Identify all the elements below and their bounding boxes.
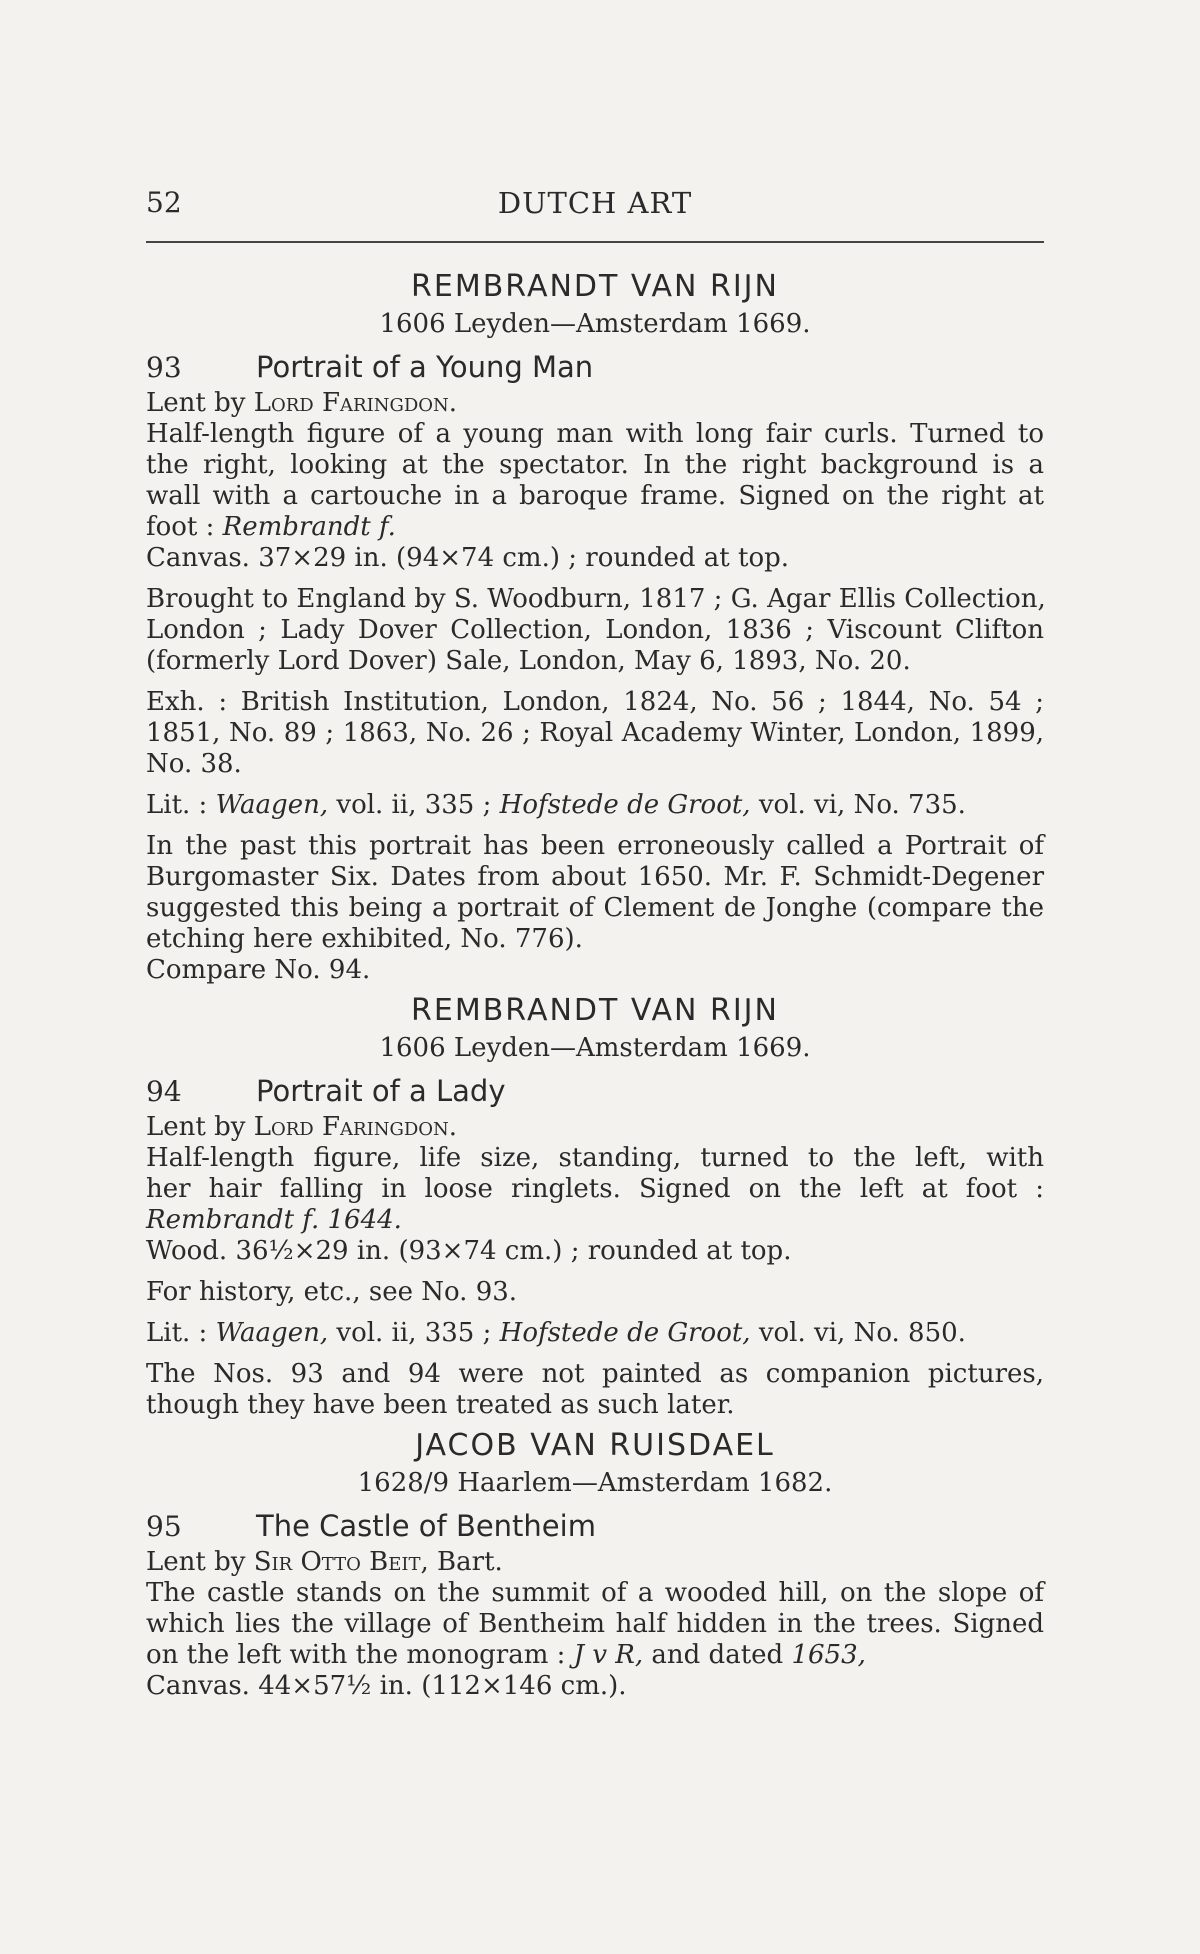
medium-dimensions: Canvas. 44×57½ in. (112×146 cm.). [146, 1671, 627, 1701]
exhibition-line: No. 38. [146, 749, 242, 779]
note-line: Burgomaster Six. Dates from about 1650. Mr. F. Schmidt-Degener [146, 862, 1044, 892]
lender-name: Lord Faringdon [253, 1112, 449, 1142]
literature-line: Lit. : Waagen, vol. ii, 335 ; Hofstede de Groot, vol. vi, No. 735. [146, 790, 966, 820]
entry-title-row [146, 347, 1044, 388]
lender-line: Lent by Lord Faringdon. [146, 388, 458, 418]
work-title: The Castle of Bentheim [256, 1509, 596, 1543]
description-line: Half-length figure, life size, standing, turned to the left, with [146, 1143, 1044, 1173]
header-rule [146, 241, 1044, 243]
note-line: The Nos. 93 and 94 were not painted as companion pictures, [146, 1359, 1044, 1389]
catalogue-entry [146, 1425, 1044, 1702]
page-header [146, 186, 1044, 226]
description-line: Half-length figure of a young man with long fair curls. Turned to [146, 419, 1044, 449]
exhibition-line: 1851, No. 89 ; 1863, No. 26 ; Royal Academy Winter, London, 1899, [146, 718, 1044, 748]
compare-line: Compare No. 94. [146, 955, 371, 985]
work-title: Portrait of a Young Man [256, 350, 594, 384]
running-title: DUTCH ART [497, 186, 693, 220]
artist-name: REMBRANDT VAN RIJN [411, 269, 779, 304]
signature-line: foot : Rembrandt f. [146, 512, 396, 542]
description-line: which lies the village of Bentheim half hidden in the trees. Signed [146, 1609, 1044, 1639]
catalogue-entry [146, 990, 1044, 1421]
signature-line: on the left with the monogram : J v R, and dated 1653, [146, 1640, 866, 1670]
artist-name: JACOB VAN RUISDAEL [415, 1428, 775, 1463]
lender-name: Sir Otto Beit [253, 1547, 421, 1577]
description-line: wall with a cartouche in a baroque frame. Signed on the right at [146, 481, 1044, 511]
history-line: (formerly Lord Dover) Sale, London, May 6, 1893, No. 20. [146, 646, 911, 676]
artist-name: REMBRANDT VAN RIJN [411, 993, 779, 1028]
lender-line: Lent by Sir Otto Beit, Bart. [146, 1547, 503, 1577]
history-line: London ; Lady Dover Collection, London, 1836 ; Viscount Clifton [146, 615, 1044, 645]
medium-dimensions: Canvas. 37×29 in. (94×74 cm.) ; rounded at top. [146, 543, 790, 573]
lender-name: Lord Faringdon [253, 388, 449, 418]
lender-line: Lent by Lord Faringdon. [146, 1112, 458, 1142]
literature-line: Lit. : Waagen, vol. ii, 335 ; Hofstede de Groot, vol. vi, No. 850. [146, 1318, 966, 1348]
catalogue-entries [146, 262, 1044, 1702]
artist-dates: 1628/9 Haarlem—Amsterdam 1682. [357, 1468, 833, 1498]
catalogue-number: 94 [146, 1075, 182, 1108]
catalogue-entry [146, 266, 1044, 986]
signature: J v R, [573, 1640, 644, 1670]
signature-date: 1653, [791, 1640, 866, 1670]
note-line: though they have been treated as such later. [146, 1390, 735, 1420]
note-line: In the past this portrait has been erroneously called a Portrait of [146, 831, 1044, 861]
catalogue-number: 93 [146, 351, 182, 384]
artist-dates: 1606 Leyden—Amsterdam 1669. [379, 1033, 811, 1063]
description-line: The castle stands on the summit of a wooded hill, on the slope of [146, 1578, 1044, 1608]
entry-title-row [146, 1071, 1044, 1112]
artist-dates: 1606 Leyden—Amsterdam 1669. [379, 309, 811, 339]
history-line: For history, etc., see No. 93. [146, 1277, 518, 1307]
note-line: etching here exhibited, No. 776). [146, 924, 583, 954]
exhibition-line: Exh. : British Institution, London, 1824, No. 56 ; 1844, No. 54 ; [146, 687, 1044, 717]
signature: Rembrandt f. [222, 512, 396, 542]
description-line: her hair falling in loose ringlets. Signed on the left at foot : [146, 1174, 1044, 1204]
catalogue-number: 95 [146, 1510, 182, 1543]
page-number: 52 [146, 186, 182, 219]
work-title: Portrait of a Lady [256, 1074, 506, 1108]
note-line: suggested this being a portrait of Clement de Jonghe (compare the [146, 893, 1044, 923]
description-line: the right, looking at the spectator. In the right background is a [146, 450, 1044, 480]
history-line: Brought to England by S. Woodburn, 1817 ; G. Agar Ellis Collection, [146, 584, 1046, 614]
entry-title-row [146, 1506, 1044, 1547]
medium-dimensions: Wood. 36½×29 in. (93×74 cm.) ; rounded at top. [146, 1236, 792, 1266]
signature: Rembrandt f. 1644. [146, 1205, 402, 1235]
